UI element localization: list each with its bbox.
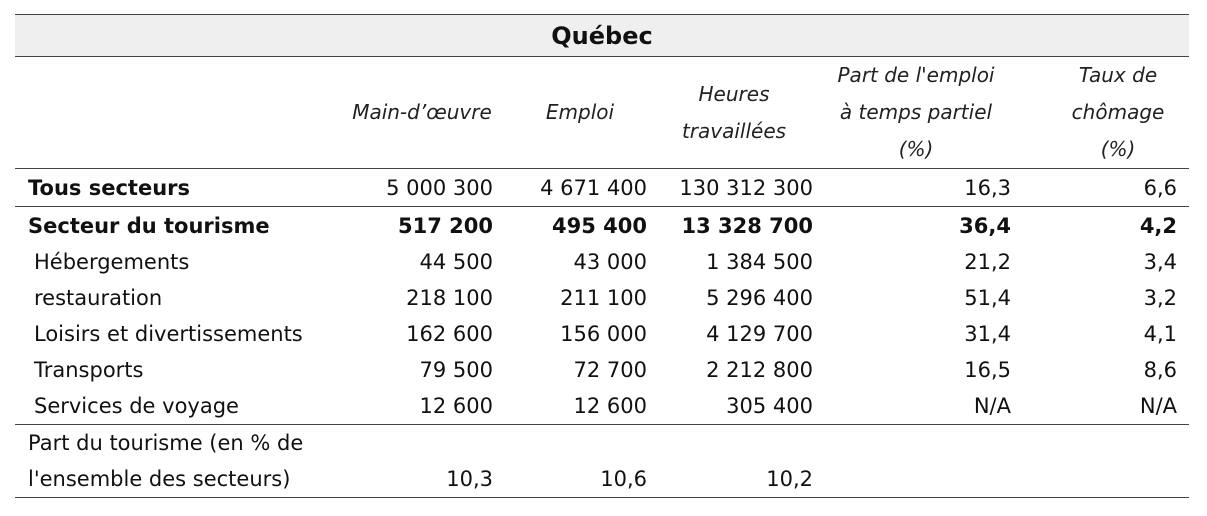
cell-main-doeuvre: 12 600 — [419, 394, 493, 418]
cell-temps-partiel: 36,4 — [959, 213, 1011, 238]
table-row-tous-secteurs — [15, 169, 1189, 207]
cell-temps-partiel: 21,2 — [964, 250, 1011, 274]
cell-heures: 305 400 — [726, 394, 813, 418]
table-container — [15, 14, 1189, 498]
cell-main-doeuvre: 5 000 300 — [321, 169, 493, 207]
cell-main-doeuvre: 162 600 — [406, 322, 493, 346]
cell-temps-partiel: 51,4 — [964, 286, 1011, 310]
cell-temps-partiel: 16,5 — [964, 358, 1011, 382]
cell-chomage: 4,1 — [1143, 322, 1178, 346]
part-label — [15, 425, 321, 498]
tourism-employment-table — [15, 14, 1189, 498]
cell-chomage: 3,4 — [1143, 250, 1178, 274]
row-label: Transports — [34, 358, 144, 382]
cell-emploi: 43 000 — [573, 250, 647, 274]
row-label: restauration — [34, 286, 163, 310]
table-row-services-voyage — [15, 388, 1189, 425]
cell-main-doeuvre: 79 500 — [419, 358, 493, 382]
cell-temps-partiel: 16,3 — [813, 169, 1011, 207]
cell-emploi: 211 100 — [560, 286, 647, 310]
row-label: Loisirs et divertissements — [34, 322, 303, 346]
cell-emploi: 72 700 — [573, 358, 647, 382]
cell-chomage: N/A — [1139, 394, 1178, 418]
cell-main-doeuvre: 44 500 — [419, 250, 493, 274]
table-row-transports — [15, 352, 1189, 388]
cell-temps-partiel: 31,4 — [964, 322, 1011, 346]
cell-heures: 5 296 400 — [706, 286, 813, 310]
part-value-main-doeuvre: 10,3 — [446, 467, 493, 491]
table-row-loisirs — [15, 316, 1189, 352]
cell-emploi: 12 600 — [573, 394, 647, 418]
row-label: Services de voyage — [34, 394, 239, 418]
table-title: Québec — [15, 15, 1189, 57]
part-value-emploi: 10,6 — [600, 467, 647, 491]
header-main-doeuvre: Main-d’œuvre — [321, 57, 493, 169]
row-label: Tous secteurs — [15, 169, 321, 207]
header-heures: Heures travaillées — [647, 57, 813, 169]
cell-chomage: 4,2 — [1139, 213, 1178, 238]
part-label-line2: l'ensemble des secteurs) — [28, 467, 291, 491]
table-row-secteur-tourisme — [15, 207, 1189, 245]
cell-heures: 2 212 800 — [706, 358, 813, 382]
cell-part-empty-2 — [1011, 425, 1189, 498]
cell-heures: 130 312 300 — [647, 169, 813, 207]
cell-chomage: 3,2 — [1143, 286, 1178, 310]
cell-chomage: 6,6 — [1011, 169, 1189, 207]
cell-part-emploi — [493, 425, 647, 498]
cell-emploi: 156 000 — [560, 322, 647, 346]
header-chomage: Taux de chômage (%) — [1011, 57, 1189, 169]
cell-main-doeuvre: 517 200 — [398, 213, 493, 238]
cell-emploi: 4 671 400 — [493, 169, 647, 207]
row-label: Hébergements — [34, 250, 190, 274]
table-row-hebergements — [15, 244, 1189, 280]
header-temps-partiel: Part de l'emploi à temps partiel (%) — [813, 57, 1011, 169]
part-label-line1: Part du tourisme (en % de — [28, 431, 304, 455]
title-row — [15, 15, 1189, 57]
cell-chomage: 8,6 — [1143, 358, 1178, 382]
table-row-part-tourisme — [15, 425, 1189, 498]
cell-part-main-doeuvre — [321, 425, 493, 498]
cell-part-heures — [647, 425, 813, 498]
cell-heures: 13 328 700 — [681, 213, 813, 238]
header-row — [15, 57, 1189, 169]
cell-temps-partiel: N/A — [973, 394, 1011, 418]
cell-main-doeuvre: 218 100 — [406, 286, 493, 310]
cell-heures: 1 384 500 — [706, 250, 813, 274]
cell-part-empty-1 — [813, 425, 1011, 498]
row-label: Secteur du tourisme — [28, 213, 270, 238]
header-emploi: Emploi — [493, 57, 647, 169]
cell-heures: 4 129 700 — [706, 322, 813, 346]
table-row-restauration — [15, 280, 1189, 316]
header-empty — [15, 57, 321, 169]
part-value-heures: 10,2 — [766, 467, 813, 491]
cell-emploi: 495 400 — [552, 213, 647, 238]
